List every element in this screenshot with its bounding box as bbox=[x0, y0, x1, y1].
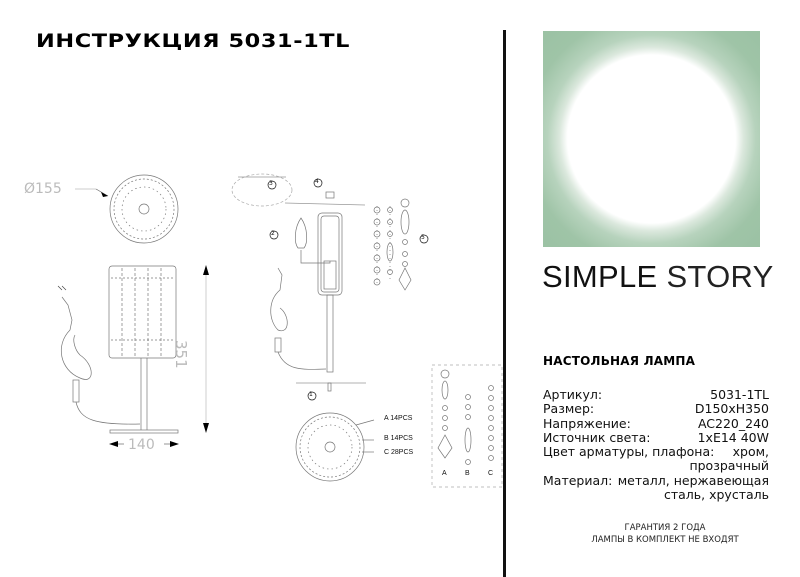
step-5-label: 5 bbox=[421, 234, 425, 241]
part-b-qty: B 14PCS bbox=[384, 435, 413, 442]
shade-top-view bbox=[110, 175, 178, 243]
spec-row-color: Цвет арматуры, плафона: хром, bbox=[543, 444, 769, 460]
height-label: 351 bbox=[172, 340, 190, 369]
brand-name-light: STORY bbox=[666, 259, 774, 294]
step-4-label: 4 bbox=[315, 178, 319, 185]
part-a-qty: A 14PCS bbox=[384, 415, 413, 422]
spec-row-material-cont: сталь, хрусталь bbox=[663, 487, 769, 503]
spec-row-color-cont: прозрачный bbox=[689, 458, 769, 474]
crystal-legend-columns bbox=[438, 370, 494, 465]
product-type: НАСТОЛЬНАЯ ЛАМПА bbox=[543, 354, 696, 368]
column-label-b: B bbox=[465, 470, 470, 477]
vertical-divider bbox=[503, 30, 506, 577]
brand-logo bbox=[543, 31, 760, 247]
brand-name-bold: SIMPLE bbox=[542, 259, 658, 294]
spec-row-article: Артикул: 5031-1TL bbox=[543, 387, 769, 402]
shade-bottom-view bbox=[296, 413, 374, 481]
diameter-label: Ø155 bbox=[24, 181, 62, 197]
step-1-label: 1 bbox=[309, 391, 313, 398]
warranty-note: ГАРАНТИЯ 2 ГОДА bbox=[624, 523, 706, 533]
column-label-c: C bbox=[488, 470, 494, 477]
page-title: ИНСТРУКЦИЯ 5031-1TL bbox=[36, 30, 351, 52]
base-width-label: 140 bbox=[128, 437, 155, 453]
part-c-qty: C 28PCS bbox=[384, 449, 414, 456]
column-label-a: A bbox=[442, 470, 447, 477]
step-3-label: 3 bbox=[269, 180, 273, 187]
brand-name bbox=[542, 259, 774, 295]
footer-notes bbox=[530, 522, 800, 546]
step-2-label: 2 bbox=[271, 230, 275, 237]
spec-row-material: Материал: металл, нержавеющая bbox=[543, 472, 769, 488]
spec-list bbox=[543, 388, 769, 502]
shade-front-view bbox=[109, 266, 176, 358]
crystal-strands-top bbox=[374, 199, 411, 290]
spec-row-voltage: Напряжение: AC220_240 bbox=[543, 415, 769, 431]
bulbs-note: ЛАМПЫ В КОМПЛЕКТ НЕ ВХОДЯТ bbox=[591, 535, 739, 545]
spec-row-light-source: Источник света: 1xE14 40W bbox=[543, 429, 769, 445]
spec-row-size: Размер: D150xH350 bbox=[543, 401, 769, 417]
